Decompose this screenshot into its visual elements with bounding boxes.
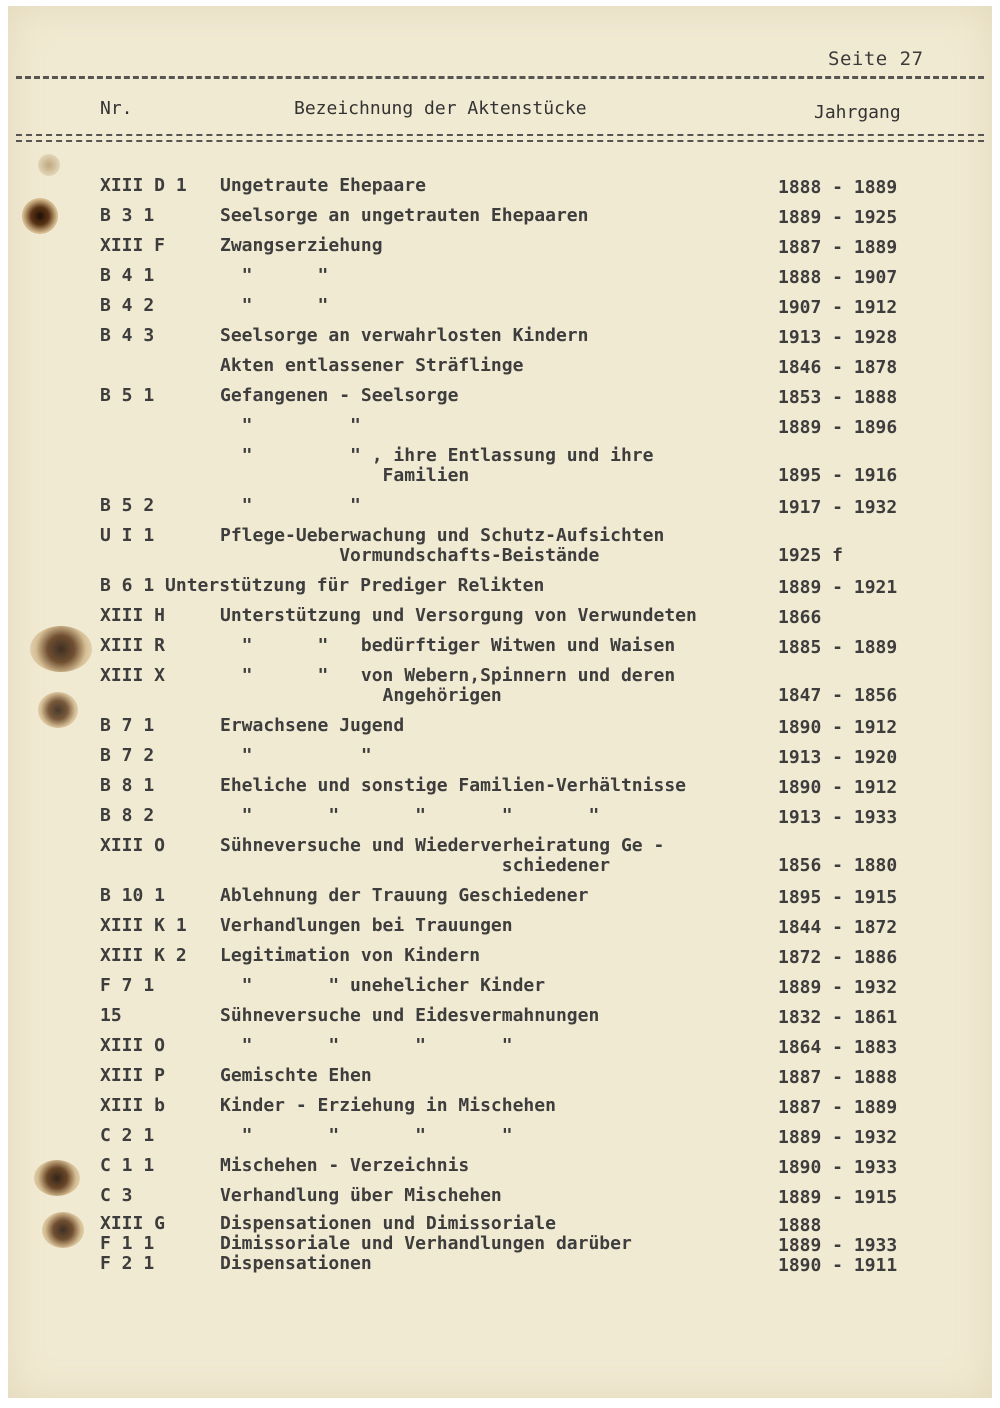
column-header-jahrgang: Jahrgang	[814, 102, 901, 123]
row-jahrgang: 1925 f	[778, 545, 844, 566]
row-bezeichnung: Gefangenen - Seelsorge	[220, 385, 459, 406]
row-bezeichnung: Kinder - Erziehung in Mischehen	[220, 1095, 556, 1116]
row-jahrgang: 1888 - 1889	[778, 177, 898, 198]
row-jahrgang: 1832 - 1861	[778, 1007, 898, 1028]
row-bezeichnung-continuation: schiedener	[220, 855, 611, 876]
row-bezeichnung: Pflege-Ueberwachung und Schutz-Aufsichten	[220, 525, 665, 546]
header-top-rule	[16, 76, 984, 79]
row-jahrgang: 1889 - 1925	[778, 207, 898, 228]
row-nr: F 1 1	[100, 1233, 155, 1254]
row-nr: XIII P	[100, 1065, 166, 1086]
column-header-nr: Nr.	[100, 98, 133, 119]
row-jahrgang: 1890 - 1912	[778, 717, 898, 738]
table-row	[8, 526, 992, 570]
row-bezeichnung: " " " "	[220, 1125, 513, 1146]
row-bezeichnung: " " von Webern,Spinnern und deren	[220, 665, 676, 686]
row-jahrgang: 1888 - 1907	[778, 267, 898, 288]
row-nr: B 10 1	[100, 885, 166, 906]
row-jahrgang: 1885 - 1889	[778, 637, 898, 658]
row-bezeichnung: " " " " "	[220, 805, 600, 826]
row-nr: B 4 3	[100, 325, 155, 346]
row-jahrgang: 1917 - 1932	[778, 497, 898, 518]
row-jahrgang: 1846 - 1878	[778, 357, 898, 378]
row-bezeichnung-continuation: Angehörigen	[220, 685, 502, 706]
row-bezeichnung: " "	[220, 295, 329, 316]
row-nr: B 8 2	[100, 805, 155, 826]
row-jahrgang: 1895 - 1916	[778, 465, 898, 486]
row-bezeichnung: " "	[220, 415, 361, 436]
row-nr: XIII D 1	[100, 175, 187, 196]
row-jahrgang: 1864 - 1883	[778, 1037, 898, 1058]
table-row	[8, 1254, 992, 1298]
row-bezeichnung: Ungetraute Ehepaare	[220, 175, 426, 196]
row-bezeichnung: Eheliche und sonstige Familien-Verhältnisse	[220, 775, 686, 796]
row-bezeichnung: " " " "	[220, 1035, 513, 1056]
row-jahrgang: 1889 - 1896	[778, 417, 898, 438]
row-bezeichnung: Legitimation von Kindern	[220, 945, 481, 966]
row-nr: XIII K 2	[100, 945, 187, 966]
row-jahrgang: 1889 - 1932	[778, 1127, 898, 1148]
row-jahrgang: 1913 - 1920	[778, 747, 898, 768]
row-nr: U I 1	[100, 525, 155, 546]
row-bezeichnung: Mischehen - Verzeichnis	[220, 1155, 470, 1176]
row-nr: XIII O	[100, 1035, 166, 1056]
document-page	[8, 6, 992, 1398]
row-bezeichnung: Sühneversuche und Eidesvermahnungen	[220, 1005, 600, 1026]
row-bezeichnung: Akten entlassener Sträflinge	[220, 355, 524, 376]
row-bezeichnung-continuation: Vormundschafts-Beistände	[220, 545, 600, 566]
row-nr: XIII K 1	[100, 915, 187, 936]
row-jahrgang: 1889 - 1933	[778, 1235, 898, 1256]
row-nr: XIII X	[100, 665, 166, 686]
table-row	[8, 446, 992, 490]
row-jahrgang: 1907 - 1912	[778, 297, 898, 318]
row-jahrgang: 1889 - 1921	[778, 577, 898, 598]
row-bezeichnung: Erwachsene Jugend	[220, 715, 405, 736]
row-bezeichnung: " "	[220, 495, 361, 516]
row-bezeichnung: Dimissoriale und Verhandlungen darüber	[220, 1233, 632, 1254]
row-nr: B 3 1	[100, 205, 155, 226]
row-bezeichnung: " " unehelicher Kinder	[220, 975, 546, 996]
table-row	[8, 666, 992, 710]
row-bezeichnung: " "	[220, 265, 329, 286]
row-nr: XIII R	[100, 635, 166, 656]
row-jahrgang: 1913 - 1928	[778, 327, 898, 348]
row-jahrgang: 1895 - 1915	[778, 887, 898, 908]
row-nr: XIII H	[100, 605, 166, 626]
row-nr: C 3	[100, 1185, 133, 1206]
row-jahrgang: 1887 - 1888	[778, 1067, 898, 1088]
row-bezeichnung: " " bedürftiger Witwen und Waisen	[220, 635, 676, 656]
row-jahrgang: 1847 - 1856	[778, 685, 898, 706]
row-jahrgang: 1890 - 1933	[778, 1157, 898, 1178]
row-jahrgang: 1890 - 1912	[778, 777, 898, 798]
row-bezeichnung: " "	[220, 745, 372, 766]
row-jahrgang: 1890 - 1911	[778, 1255, 898, 1276]
row-nr: B 7 2	[100, 745, 155, 766]
row-jahrgang: 1887 - 1889	[778, 237, 898, 258]
row-nr: C 2 1	[100, 1125, 155, 1146]
column-header-bezeichnung: Bezeichnung der Aktenstücke	[294, 98, 587, 119]
row-nr: B 5 1	[100, 385, 155, 406]
row-bezeichnung: Seelsorge an ungetrauten Ehepaaren	[220, 205, 589, 226]
row-nr: B 5 2	[100, 495, 155, 516]
row-nr: C 1 1	[100, 1155, 155, 1176]
row-nr: B 4 1	[100, 265, 155, 286]
row-jahrgang: 1856 - 1880	[778, 855, 898, 876]
row-nr: XIII b	[100, 1095, 166, 1116]
row-jahrgang: 1889 - 1932	[778, 977, 898, 998]
row-nr: B 8 1	[100, 775, 155, 796]
row-bezeichnung: Dispensationen	[220, 1253, 372, 1274]
row-nr: F 7 1	[100, 975, 155, 996]
row-nr: B 4 2	[100, 295, 155, 316]
row-nr: XIII F	[100, 235, 166, 256]
row-nr: B 6 1 Unterstützung für Prediger Relikten	[100, 575, 545, 596]
row-jahrgang: 1889 - 1915	[778, 1187, 898, 1208]
row-bezeichnung: Ablehnung der Trauung Geschiedener	[220, 885, 589, 906]
row-jahrgang: 1887 - 1889	[778, 1097, 898, 1118]
row-nr: 15	[100, 1005, 122, 1026]
page-number: Seite 27	[828, 48, 924, 70]
row-nr: XIII G	[100, 1213, 166, 1234]
row-bezeichnung: Seelsorge an verwahrlosten Kindern	[220, 325, 589, 346]
row-bezeichnung: Verhandlungen bei Trauungen	[220, 915, 513, 936]
row-jahrgang: 1866	[778, 607, 822, 628]
row-bezeichnung: Gemischte Ehen	[220, 1065, 372, 1086]
row-nr: B 7 1	[100, 715, 155, 736]
header-double-rule	[16, 134, 984, 142]
row-jahrgang: 1872 - 1886	[778, 947, 898, 968]
row-jahrgang: 1853 - 1888	[778, 387, 898, 408]
row-bezeichnung: Unterstützung und Versorgung von Verwundeten	[220, 605, 697, 626]
row-bezeichnung-continuation: Familien	[220, 465, 470, 486]
row-bezeichnung: Dispensationen und Dimissoriale	[220, 1213, 556, 1234]
row-nr: XIII O	[100, 835, 166, 856]
row-bezeichnung: Sühneversuche und Wiederverheiratung Ge -	[220, 835, 665, 856]
row-jahrgang: 1844 - 1872	[778, 917, 898, 938]
row-jahrgang: 1913 - 1933	[778, 807, 898, 828]
row-jahrgang: 1888	[778, 1215, 822, 1236]
table-row	[8, 836, 992, 880]
row-bezeichnung: " " , ihre Entlassung und ihre	[220, 445, 654, 466]
row-nr: F 2 1	[100, 1253, 155, 1274]
stain-mark	[38, 154, 60, 176]
row-bezeichnung: Zwangserziehung	[220, 235, 383, 256]
row-bezeichnung: Verhandlung über Mischehen	[220, 1185, 502, 1206]
